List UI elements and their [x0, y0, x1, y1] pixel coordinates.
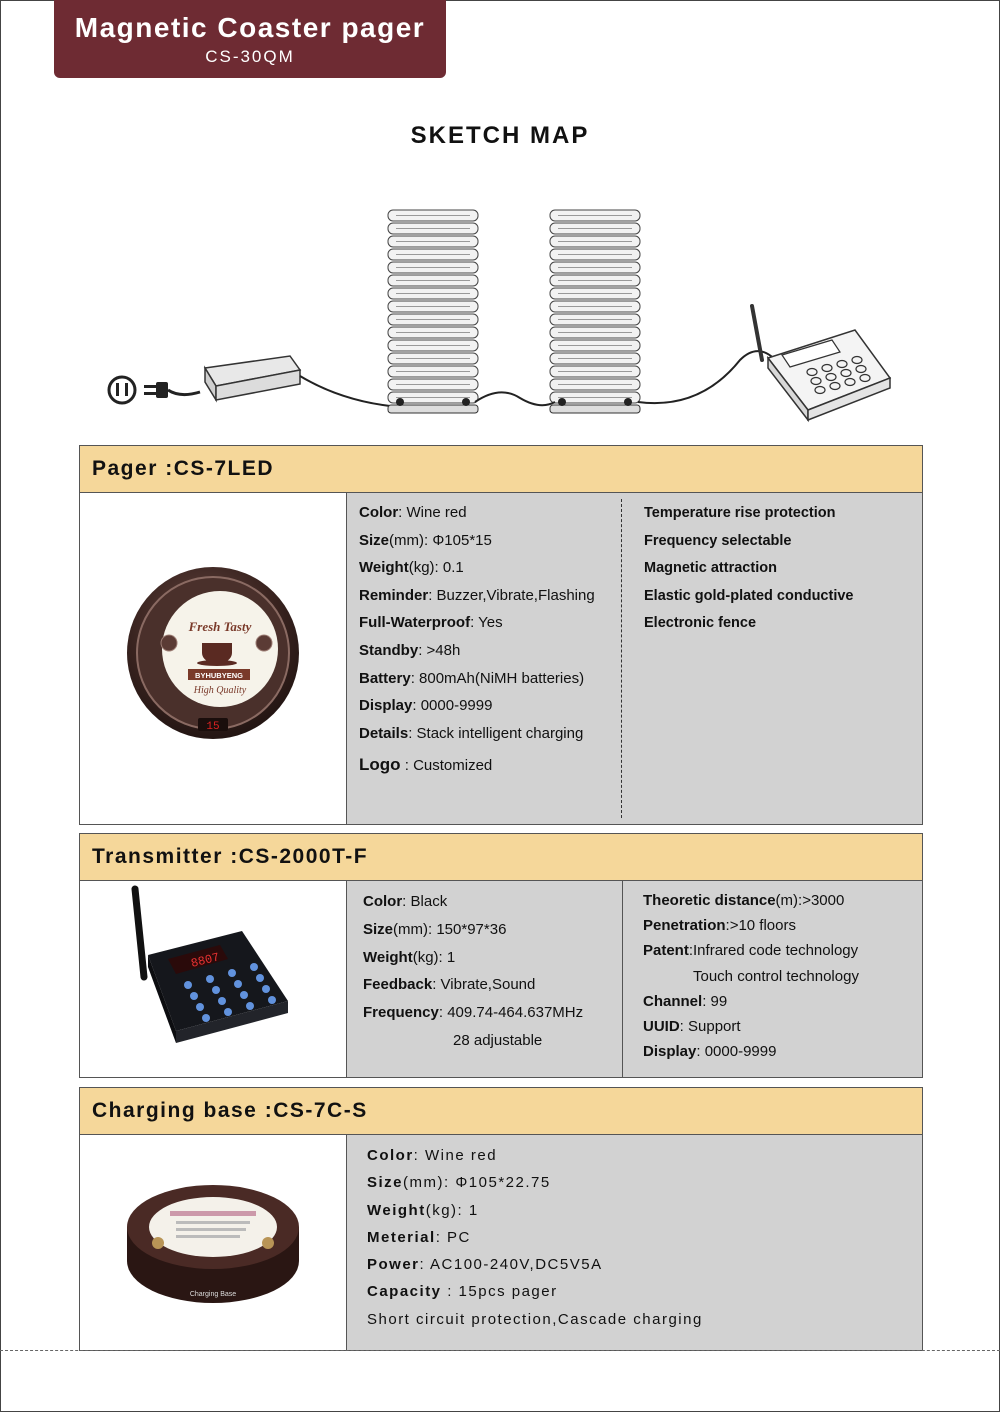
spec-value: Vibrate,Sound — [440, 976, 536, 994]
spec-value: AC100-240V,DC5V5A — [430, 1256, 603, 1274]
spec-row — [367, 1251, 703, 1278]
transmitter-specs-panel — [347, 881, 922, 1077]
spec-value: Black — [410, 893, 448, 910]
spec-row — [359, 720, 595, 748]
transmitter-heading: Transmitter :CS-2000T-F — [80, 834, 922, 881]
spec-label: UUID — [643, 1017, 680, 1035]
spec-row — [359, 527, 595, 555]
transmitter-spec-list-right — [643, 888, 859, 1077]
spec-unit: : — [470, 614, 479, 632]
spec-value: Touch control technology — [693, 967, 859, 985]
spec-label: Weight — [363, 948, 413, 966]
spec-unit: : — [441, 1283, 459, 1301]
spec-unit: : — [412, 697, 421, 715]
pager-feature-list — [644, 505, 853, 824]
pager-heading: Pager :CS-7LED — [80, 446, 922, 493]
spec-unit: (mm): — [389, 531, 433, 549]
spec-unit: : — [702, 992, 711, 1010]
spec-unit: : — [725, 917, 730, 935]
charging-base-section — [79, 1087, 923, 1351]
svg-text:High Quality: High Quality — [193, 685, 247, 696]
transmitter-icon — [752, 306, 890, 420]
spec-label: Capacity — [367, 1283, 442, 1301]
spec-label: Weight — [367, 1201, 426, 1219]
spec-value: >10 floors — [729, 917, 796, 935]
spec-label: Size — [359, 531, 390, 549]
spec-value: 409.74-464.637MHz — [447, 1004, 584, 1022]
spec-unit: (kg): — [425, 1201, 469, 1219]
pager-specs-panel — [347, 493, 922, 824]
spec-unit: : — [418, 641, 427, 659]
transmitter-spec-list-left — [363, 888, 583, 1077]
spec-value: >48h — [426, 641, 461, 659]
spec-row — [363, 888, 583, 916]
spec-value: >3000 — [802, 892, 845, 909]
svg-text:BYHUBYENG: BYHUBYENG — [195, 671, 243, 680]
pager-section — [79, 445, 923, 825]
spec-unit: : — [435, 1228, 448, 1246]
spec-label: Logo — [359, 755, 401, 775]
spec-value: PC — [447, 1228, 471, 1246]
spec-value: Buzzer,Vibrate,Flashing — [436, 586, 595, 604]
spec-value: Support — [688, 1017, 741, 1035]
spec-row — [643, 989, 859, 1014]
bottom-divider — [0, 1350, 1000, 1351]
spec-row — [359, 692, 595, 720]
feature-item: Elastic gold-plated conductive — [644, 587, 854, 604]
spec-value: 0000-9999 — [420, 697, 493, 715]
spec-unit: (mm): — [403, 1174, 456, 1192]
spec-value: 0.1 — [442, 559, 464, 577]
spec-label: Frequency — [363, 1004, 439, 1022]
spec-row — [367, 1169, 703, 1196]
spec-unit: (kg): — [412, 948, 447, 966]
spec-value: Wine red — [406, 504, 467, 521]
spec-label: Details — [359, 724, 409, 742]
spec-label: Display — [643, 1043, 697, 1061]
spec-unit: : — [696, 1043, 705, 1061]
spec-row — [363, 999, 583, 1027]
spec-value: 0000-9999 — [704, 1043, 777, 1061]
feature-item: Electronic fence — [644, 615, 757, 631]
spec-value: 800mAh(NiMH batteries) — [419, 669, 585, 687]
spec-value: Φ105*15 — [432, 531, 492, 549]
pager-stack-right — [550, 210, 640, 413]
spec-row — [367, 1142, 703, 1169]
transmitter-image — [80, 881, 347, 1077]
spec-label: Feedback — [363, 976, 433, 994]
spec-row — [359, 637, 595, 665]
sketch-map-illustration — [100, 200, 920, 430]
feature-item: Temperature rise protection — [644, 505, 836, 521]
spec-row — [359, 554, 595, 582]
svg-text:15: 15 — [206, 721, 220, 733]
spec-value: 1 — [468, 1201, 479, 1219]
product-title: Magnetic Coaster pager — [74, 12, 426, 43]
charging-base-disc — [550, 405, 640, 413]
svg-text:Charging Base: Charging Base — [189, 1291, 237, 1298]
feature-item: Frequency selectable — [644, 532, 792, 549]
spec-label: Channel — [643, 992, 703, 1010]
spec-value: 150*97*36 — [436, 920, 507, 938]
feature-item: Magnetic attraction — [644, 560, 777, 576]
plug-icon — [144, 382, 200, 398]
divider — [622, 881, 623, 1077]
power-adapter-icon — [205, 356, 390, 406]
spec-label: Meterial — [367, 1228, 436, 1246]
spec-unit: : — [419, 1256, 431, 1274]
spec-label: Battery — [359, 669, 411, 687]
spec-value: 15pcs pager — [458, 1283, 558, 1301]
spec-label: Color — [367, 1147, 414, 1164]
spec-row — [363, 944, 583, 972]
spec-value: Infrared code technology — [693, 942, 859, 960]
spec-label: Size — [367, 1174, 404, 1192]
spec-label: Reminder — [359, 586, 429, 604]
charging-base-image — [80, 1135, 347, 1350]
charging-base-specs-panel — [347, 1135, 922, 1350]
pager-stack-left — [388, 210, 478, 413]
spec-row — [367, 1306, 703, 1333]
spec-unit: (m): — [775, 892, 803, 909]
spec-row — [367, 1224, 703, 1251]
frequency-channels: 28 adjustable — [453, 1031, 543, 1049]
product-model: CS-30QM — [205, 47, 295, 66]
spec-unit: : — [428, 586, 437, 604]
spec-label: Patent — [643, 942, 689, 960]
spec-label: Color — [363, 893, 403, 910]
spec-value: Customized — [413, 757, 493, 775]
spec-unit: : — [400, 757, 414, 775]
spec-row — [359, 665, 595, 693]
spec-row — [363, 916, 583, 944]
spec-label: Standby — [359, 641, 419, 659]
spec-value: Yes — [478, 614, 503, 632]
spec-label: Full-Waterproof — [359, 614, 471, 632]
spec-unit: (mm): — [393, 920, 437, 938]
spec-row — [643, 938, 859, 963]
spec-value: Short circuit protection,Cascade charging — [367, 1310, 703, 1328]
header-banner — [54, 0, 446, 78]
svg-text:8807: 8807 — [189, 950, 221, 971]
spec-label: Color — [359, 504, 399, 521]
spec-unit: : — [410, 669, 420, 687]
spec-value: Φ105*22.75 — [455, 1174, 551, 1192]
transmitter-section — [79, 833, 923, 1078]
spec-label: Display — [359, 697, 413, 715]
spec-unit: : — [402, 893, 411, 910]
spec-unit: : — [408, 724, 417, 742]
charging-base-disc — [388, 405, 478, 413]
pager-image — [80, 493, 347, 824]
spec-unit: : — [679, 1017, 689, 1035]
svg-text:Fresh Tasty: Fresh Tasty — [188, 619, 252, 634]
sketch-map-title: SKETCH MAP — [410, 122, 590, 149]
spec-row — [643, 1039, 859, 1064]
spec-row — [359, 499, 595, 527]
spec-label: Power — [367, 1256, 420, 1274]
spec-row — [643, 888, 859, 913]
charging-base-heading: Charging base :CS-7C-S — [80, 1088, 922, 1135]
spec-label: Weight — [359, 559, 409, 577]
spec-label: Size — [363, 920, 394, 938]
spec-row — [367, 1278, 703, 1305]
spec-value: 1 — [446, 948, 456, 966]
spec-label: Penetration — [643, 917, 726, 935]
divider — [621, 499, 622, 818]
spec-row — [643, 913, 859, 938]
spec-row — [643, 964, 859, 989]
spec-row — [359, 751, 595, 779]
spec-row — [367, 1197, 703, 1224]
spec-unit: : — [438, 1004, 448, 1022]
charging-base-spec-list — [367, 1142, 703, 1350]
spec-value: Wine red — [425, 1147, 498, 1164]
spec-row — [643, 1014, 859, 1039]
wall-socket-icon — [109, 377, 135, 403]
spec-row — [359, 609, 595, 637]
spec-unit: : — [432, 976, 441, 994]
spec-label: Theoretic distance — [643, 892, 776, 909]
spec-unit: : — [413, 1147, 426, 1164]
spec-row — [363, 971, 583, 999]
spec-row — [359, 582, 595, 610]
spec-unit: : — [688, 942, 694, 960]
spec-unit: (kg): — [408, 559, 443, 577]
spec-value: Stack intelligent charging — [416, 724, 584, 742]
spec-value: 99 — [710, 992, 728, 1010]
spec-unit: : — [398, 504, 407, 521]
pager-spec-list — [359, 499, 595, 824]
